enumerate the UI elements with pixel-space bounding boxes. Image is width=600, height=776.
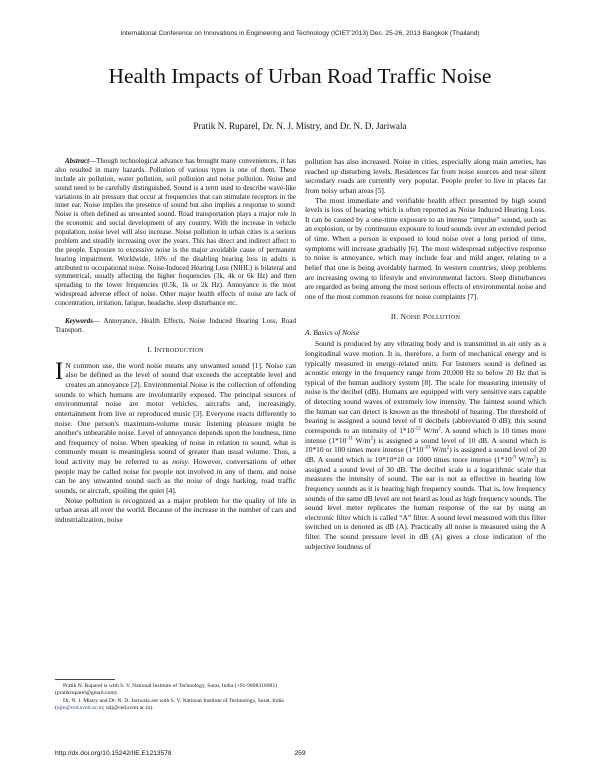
p3-part-i: ) is assigned a sound level of 30 dB. The decibel scale is a logarithmic scale that measures the intensity of sound. The ear is not as effective in hearing low frequency sounds as it is hearing high frequency sounds. That is, low frequency sounds of the same dB level are not heard as loud as high frequency sounds. The sound level meter replicates the human response of the ear by using an electronic filter which is called “A” filter. A sound level measured with this filter switched on is denoted as dB (A). Practically all noise is measured using the A filter. The sound pressure level in dB (A) gives a close indication of the subjective loudness of xyxy=(305,454,546,551)
p3-part-a: Sound is produced by any vibrating body and is transmitted in air only as a longitudinal wave motion. It is, therefore, a form of mechanical energy and is typically measured in energy-related units. For listeners sound is defined as acoustic energy in the frequency range from 20,000 Hz to below 20 Hz that is typical of the human auditory system [8]. The scale for measuring intensity of noise is the decibel (dB). Humans are equipped with very sensitive ears capable of detecting sound waves of extremely low intensity. The faintest sound which the human ear can detect is known as the threshold of hearing. The threshold of hearing is assigned a sound level of 0 decibels (abbreviated 0 dB); this sound corresponds to an intensity of 1*10 xyxy=(305,339,546,436)
abstract-text: —Though technological advance has brought many conveniences, it has also resulted in many hazards. Pollution of various types is one of them. These include air pollution, water pollution, soil pollution and noise pollution. Noise and sound need to be carefully distinguished. Sound is a term used to describe wave-like variations in air pressure that occur at frequencies that can stimulate receptors in the inner ear. Noise implies the presence of sound but also implies a response to sound: Noise is often defined as unwanted sound. Road transportation plays a major role in the economic and social development of any country. With the increase in vehicle population, noise level will also increase. Noise pollution in urban cities is a serious problem and steadily increasing over the years. This has direct and indirect affect to the people. Exposure to excessive noise is the major avoidable cause of permanent hearing impairment. Worldwide, 16% of the disabling hearing loss in adults is attributed to occupational noise. Noise-Induced Hearing Loss (NIHL) is bilateral and symmetrical, usually affecting the higher frequencies (3k, 4k or 6k Hz) and then spreading to the lower frequencies (0.5k, 1k or 2k Hz). Annoyance is the most widespread adverse effect of noise. Other major health effects of noise are lack of concentration, irritation, fatigue, headache, sleep disturbance etc. xyxy=(55,157,296,307)
footnotes xyxy=(55,683,296,713)
doi-link[interactable]: http://dx.doi.org/10.15242/IIE.E1213578 xyxy=(55,750,172,757)
paper-title: Health Impacts of Urban Road Traffic Noise xyxy=(108,64,492,88)
noise-heading-first1: N xyxy=(400,311,407,321)
intro-heading-first: I xyxy=(154,344,157,354)
footnote-2 xyxy=(55,698,296,713)
intro-heading-num: I. xyxy=(147,344,153,354)
right-paragraph-1: pollution has also increased. Noise in cities, especially along main arteries, has reached up disturbing levels. Residences far from noise sources and near silent secondary roads are currently very popular. People prefer to live in places far from noisy urban areas [5]. xyxy=(305,157,546,195)
superscript: 2 xyxy=(446,445,450,451)
abstract xyxy=(55,157,296,308)
noise-heading-rest2: OLLUTION xyxy=(427,313,461,321)
p3-part-g: ) is assigned a sound level of 20 dB. A sound which is 10*10*10 or 1000 times more intense (1*10 xyxy=(305,445,546,464)
email-link[interactable]: njm@ced.svnit.ac.in xyxy=(56,705,103,712)
p3-part-f: W/m xyxy=(429,445,447,455)
subsection-heading-basics: A. Basics of Noise xyxy=(305,327,360,337)
intro-heading-rest: NTRODUCTION xyxy=(156,346,204,354)
footnote-2-end: ; ndj@ced.svnit.ac.in). xyxy=(102,705,154,712)
p3-part-b: W/m xyxy=(420,426,439,436)
superscript: 2 xyxy=(533,455,536,461)
p3-part-h: W/m xyxy=(515,454,534,464)
p3-part-e: ) is assigned a sound level of 10 dB. A sound which is 10*10 or 100 times more intense (1*10 xyxy=(305,435,546,455)
intro-p1-end: . However, conversations of other people may be called noise for people not involved in any of them, and noise can be any unwanted sound such as the noise of dogs barking, road traffic sounds, or aircraft, spoiling the quiet [4]. xyxy=(55,457,296,495)
p3-part-d: W/m xyxy=(352,435,371,445)
right-column xyxy=(305,157,546,551)
superscript: -11 xyxy=(346,436,353,442)
superscript: -10 xyxy=(423,445,430,451)
noise-heading-num: II. xyxy=(390,311,399,321)
noise-heading-first2: P xyxy=(422,311,428,321)
right-paragraph-3 xyxy=(305,339,546,551)
superscript: 2 xyxy=(438,426,441,432)
intro-p1-italic: noisy xyxy=(172,457,188,467)
footnote-rule xyxy=(55,679,115,680)
superscript: -9 xyxy=(511,455,516,461)
intro-p1-text: N common use, the word noise means any unwanted sound [1]. Noise can also be defined as the level of sound that exceeds the acceptable level and creates an annoyance [2]. Environmental Noise is the collection of offending sounds to which humans are involuntarily exposed. The principal sources of environmental noise are motor vehicles, aircrafts and, increasingly, entertainment from live or reproduced music [3]. Everyone reacts differently to noise. One person's maximum-volume music listening pleasure might be another's unbearable noise. Level of annoyance depends upon the loudness, time and frequency of noise. When speaking of noise in relation to sound, what is commonly meant is meaningless sound of greater than usual volume. Thus, a loud activity may be referred to as xyxy=(55,360,296,467)
keywords-text: — Annoyance, Health Effects, Noise Induced Hearing Loss, Road Transport. xyxy=(55,316,296,334)
conference-header: International Conference on Innovations in Engineering and Technology (ICIET'2013) Dec. 25-26, 2013 Bangkok (Thailand) xyxy=(120,30,480,37)
intro-paragraph-2: Noise pollution is recognized as a major problem for the quality of life in urban areas all over the world. Because of the increase in the number of cars and industrialization, noise xyxy=(55,495,296,524)
superscript: 2 xyxy=(370,436,373,442)
left-column xyxy=(55,157,296,525)
drop-cap: I xyxy=(55,357,64,385)
footnote-1: Pratik N. Ruparel is with S. V. National Institute of Technology, Surat, India (+91-9898318981) (pratikruparel@gmail.com). xyxy=(55,683,278,697)
footnote-2-start: Dr. N. J. Mistry and Dr. N. D. Jariwala are with S. V. National Institute of Technology, Surat, India ( xyxy=(55,697,284,712)
abstract-label: Abstract xyxy=(65,157,90,165)
noise-heading-rest1: OISE xyxy=(406,313,421,321)
section-heading-noise-pollution xyxy=(305,312,546,322)
paper-authors: Pratik N. Ruparel, Dr. N. J. Mistry, and Dr. N. D. Jariwala xyxy=(193,121,407,131)
section-heading-introduction xyxy=(55,345,296,355)
p3-part-c: . A sound which is 10 times more intense (1*10 xyxy=(305,426,546,445)
right-paragraph-2: The most immediate and verifiable health effect presented by high sound levels is loss of hearing which is often reported as Noise Induced Hearing Loss. It can be caused by a one-time exposure to an intense “impulse” sound, such as an explosion, or by continuous exposure to loud sounds over an extended period of time. When a person is exposed to loud noise over a long period of time, symptoms will increase gradually [6]. The most widespread subjective response to noise is annoyance, which may include fear and mild anger, relating to a belief that one is being avoidably harmed. In western countries, sleep problems are increasing owing to lifestyle and environmental factors. Sleep disturbances are regarded as being among the most serious effects of environmental noise and one of the most common reasons for noise complaints [7]. xyxy=(305,195,546,301)
keywords-label: Keywords xyxy=(65,316,93,325)
intro-paragraph-1 xyxy=(55,357,296,496)
superscript: -12 xyxy=(414,426,421,432)
page-number: 259 xyxy=(294,750,306,757)
keywords xyxy=(55,317,296,335)
